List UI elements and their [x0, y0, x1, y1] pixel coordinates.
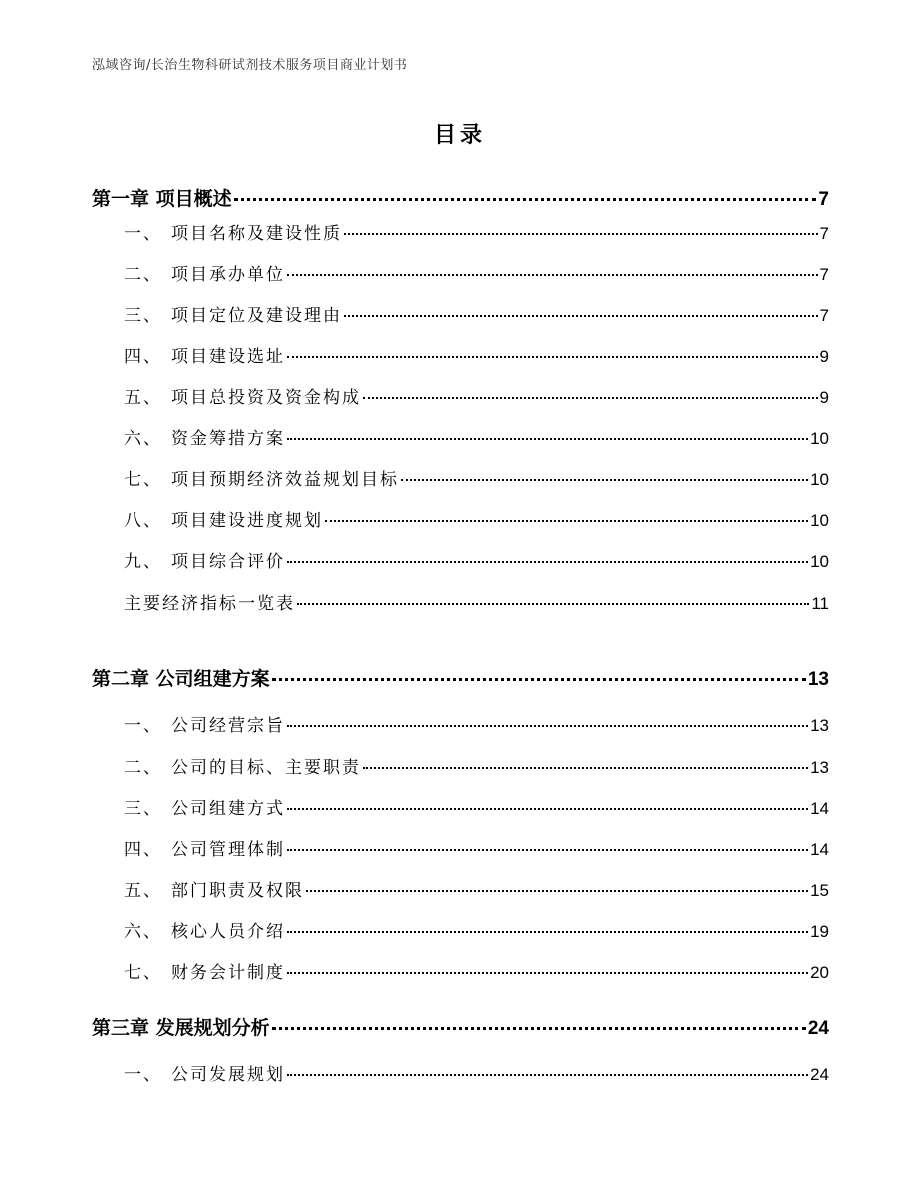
toc-section-entry[interactable]	[92, 260, 829, 285]
toc-section-entry[interactable]	[92, 465, 829, 490]
toc-entry-text: 项目名称及建设性质	[171, 224, 342, 244]
toc-entry-number: 四、	[124, 840, 162, 860]
dot-leader	[287, 808, 808, 810]
toc-section-entry[interactable]	[92, 835, 829, 860]
toc-entry-text: 主要经济指标一览表	[124, 594, 295, 614]
toc-entry-label	[92, 219, 342, 244]
toc-section-entry[interactable]	[92, 219, 829, 244]
toc-entry-label	[92, 1013, 270, 1040]
toc-page-number: 7	[819, 224, 829, 243]
toc-entry-text: 公司发展规划	[171, 1065, 285, 1085]
toc-section-entry[interactable]	[92, 383, 829, 408]
toc-title: 目录	[433, 123, 486, 148]
toc-page-number: 24	[807, 1018, 829, 1039]
toc-entry-text: 第一章 项目概述	[92, 188, 232, 210]
dot-leader	[287, 274, 818, 276]
toc-chapter-entry[interactable]	[92, 664, 829, 691]
toc-entry-label	[92, 589, 295, 614]
toc-page-number: 10	[810, 511, 829, 530]
toc-section-entry[interactable]	[92, 1060, 829, 1085]
toc-entry-label	[92, 917, 285, 942]
toc-entry-text: 项目建设选址	[171, 347, 285, 367]
toc-entry-label	[92, 301, 342, 326]
toc-page-number: 9	[819, 388, 829, 407]
toc-chapter-entry[interactable]	[92, 1013, 829, 1040]
toc-entry-label	[92, 794, 285, 819]
toc-section-entry[interactable]	[92, 711, 829, 736]
toc-entry-number: 一、	[124, 716, 162, 736]
toc-entry-text: 公司经营宗旨	[171, 716, 285, 736]
toc-section-entry[interactable]	[92, 958, 829, 983]
toc-entry-number: 二、	[124, 758, 162, 778]
dot-leader	[287, 849, 808, 851]
toc-page-number: 7	[818, 189, 829, 210]
toc-page-number: 14	[810, 840, 829, 859]
toc-section-entry[interactable]	[92, 342, 829, 367]
dot-leader	[272, 678, 806, 681]
toc-page-number: 19	[810, 922, 829, 941]
toc-entry-label	[92, 1060, 285, 1085]
toc-page-number: 10	[810, 552, 829, 571]
dot-leader	[287, 725, 808, 727]
toc-entry-number: 七、	[124, 963, 162, 983]
dot-leader	[344, 315, 818, 317]
toc-entry-text: 核心人员介绍	[171, 922, 285, 942]
dot-leader	[287, 438, 808, 440]
toc-entry-number: 二、	[124, 265, 162, 285]
toc-entry-text: 公司组建方式	[171, 799, 285, 819]
dot-leader	[287, 561, 808, 563]
toc-entry-number: 五、	[124, 388, 162, 408]
toc-entry-label	[92, 876, 304, 901]
dot-leader	[325, 520, 808, 522]
toc-entry-number: 三、	[124, 799, 162, 819]
toc-entry-label	[92, 342, 285, 367]
toc-entry-number: 六、	[124, 429, 162, 449]
toc-entry-text: 项目总投资及资金构成	[171, 388, 361, 408]
toc-entry-label	[92, 547, 285, 572]
dot-leader	[287, 931, 808, 933]
toc-chapter-entry[interactable]	[92, 184, 829, 211]
toc-entry-text: 第二章 公司组建方案	[92, 668, 270, 690]
toc-section-entry[interactable]	[92, 876, 829, 901]
toc-section-entry[interactable]	[92, 424, 829, 449]
dot-leader	[344, 233, 818, 235]
toc-entry-number: 六、	[124, 922, 162, 942]
toc-entry-label	[92, 835, 285, 860]
toc-entry-number: 七、	[124, 470, 162, 490]
toc-entry-text: 公司的目标、主要职责	[171, 758, 361, 778]
toc-page-number: 10	[810, 429, 829, 448]
toc-section-entry[interactable]	[92, 547, 829, 572]
toc-page-number: 7	[819, 265, 829, 284]
toc-entry-text: 项目定位及建设理由	[171, 306, 342, 326]
toc-section-entry[interactable]	[92, 301, 829, 326]
toc-entry-label	[92, 260, 285, 285]
toc-page-number: 20	[810, 963, 829, 982]
toc-entry-number: 八、	[124, 511, 162, 531]
dot-leader	[363, 397, 818, 399]
toc-entry-text: 项目综合评价	[171, 552, 285, 572]
toc-entry-label	[92, 753, 361, 778]
toc-entry-text: 项目预期经济效益规划目标	[171, 470, 399, 490]
toc-entry-number: 三、	[124, 306, 162, 326]
toc-entry-text: 公司管理体制	[171, 840, 285, 860]
dot-leader	[297, 603, 809, 605]
toc-entry-text: 财务会计制度	[171, 963, 285, 983]
toc-section-entry[interactable]	[92, 506, 829, 531]
dot-leader	[287, 356, 818, 358]
toc-page-number: 14	[810, 799, 829, 818]
dot-leader	[306, 890, 808, 892]
toc-entry-text: 项目建设进度规划	[171, 511, 323, 531]
toc-entry-text: 项目承办单位	[171, 265, 285, 285]
toc-entry-label	[92, 184, 232, 211]
toc-section-entry[interactable]	[92, 917, 829, 942]
toc-page-number: 11	[811, 594, 829, 613]
toc-page-number: 9	[819, 347, 829, 366]
toc-entry-number: 九、	[124, 552, 162, 572]
dot-leader	[272, 1027, 806, 1030]
toc-entry-text: 资金筹措方案	[171, 429, 285, 449]
dot-leader	[287, 1074, 808, 1076]
toc-entry-label	[92, 424, 285, 449]
toc-entry-number: 一、	[124, 1065, 162, 1085]
toc-entry-text: 第三章 发展规划分析	[92, 1017, 270, 1039]
toc-entry-number: 五、	[124, 881, 162, 901]
page-header: 泓域咨询/长治生物科研试剂技术服务项目商业计划书	[92, 58, 408, 73]
toc-entry-label	[92, 958, 285, 983]
toc-section-entry[interactable]	[92, 794, 829, 819]
toc-entry-text: 部门职责及权限	[171, 881, 304, 901]
toc-entry-number: 一、	[124, 224, 162, 244]
toc-page-number: 24	[810, 1065, 829, 1084]
toc-page-number: 13	[810, 716, 829, 735]
toc-page-number: 10	[810, 470, 829, 489]
toc-entry-label	[92, 465, 399, 490]
toc-page-number: 13	[810, 758, 829, 777]
toc-entry-label	[92, 506, 323, 531]
toc-page-number: 7	[819, 306, 829, 325]
toc-page-number: 13	[807, 669, 829, 690]
toc-entry-number: 四、	[124, 347, 162, 367]
dot-leader	[401, 479, 808, 481]
dot-leader	[287, 972, 808, 974]
dot-leader	[363, 767, 808, 769]
dot-leader	[234, 198, 817, 201]
toc-entry-label	[92, 711, 285, 736]
toc-entry-label	[92, 664, 270, 691]
toc-page-number: 15	[810, 881, 829, 900]
toc-section-entry[interactable]	[92, 589, 829, 614]
toc-section-entry[interactable]	[92, 753, 829, 778]
toc-entry-label	[92, 383, 361, 408]
